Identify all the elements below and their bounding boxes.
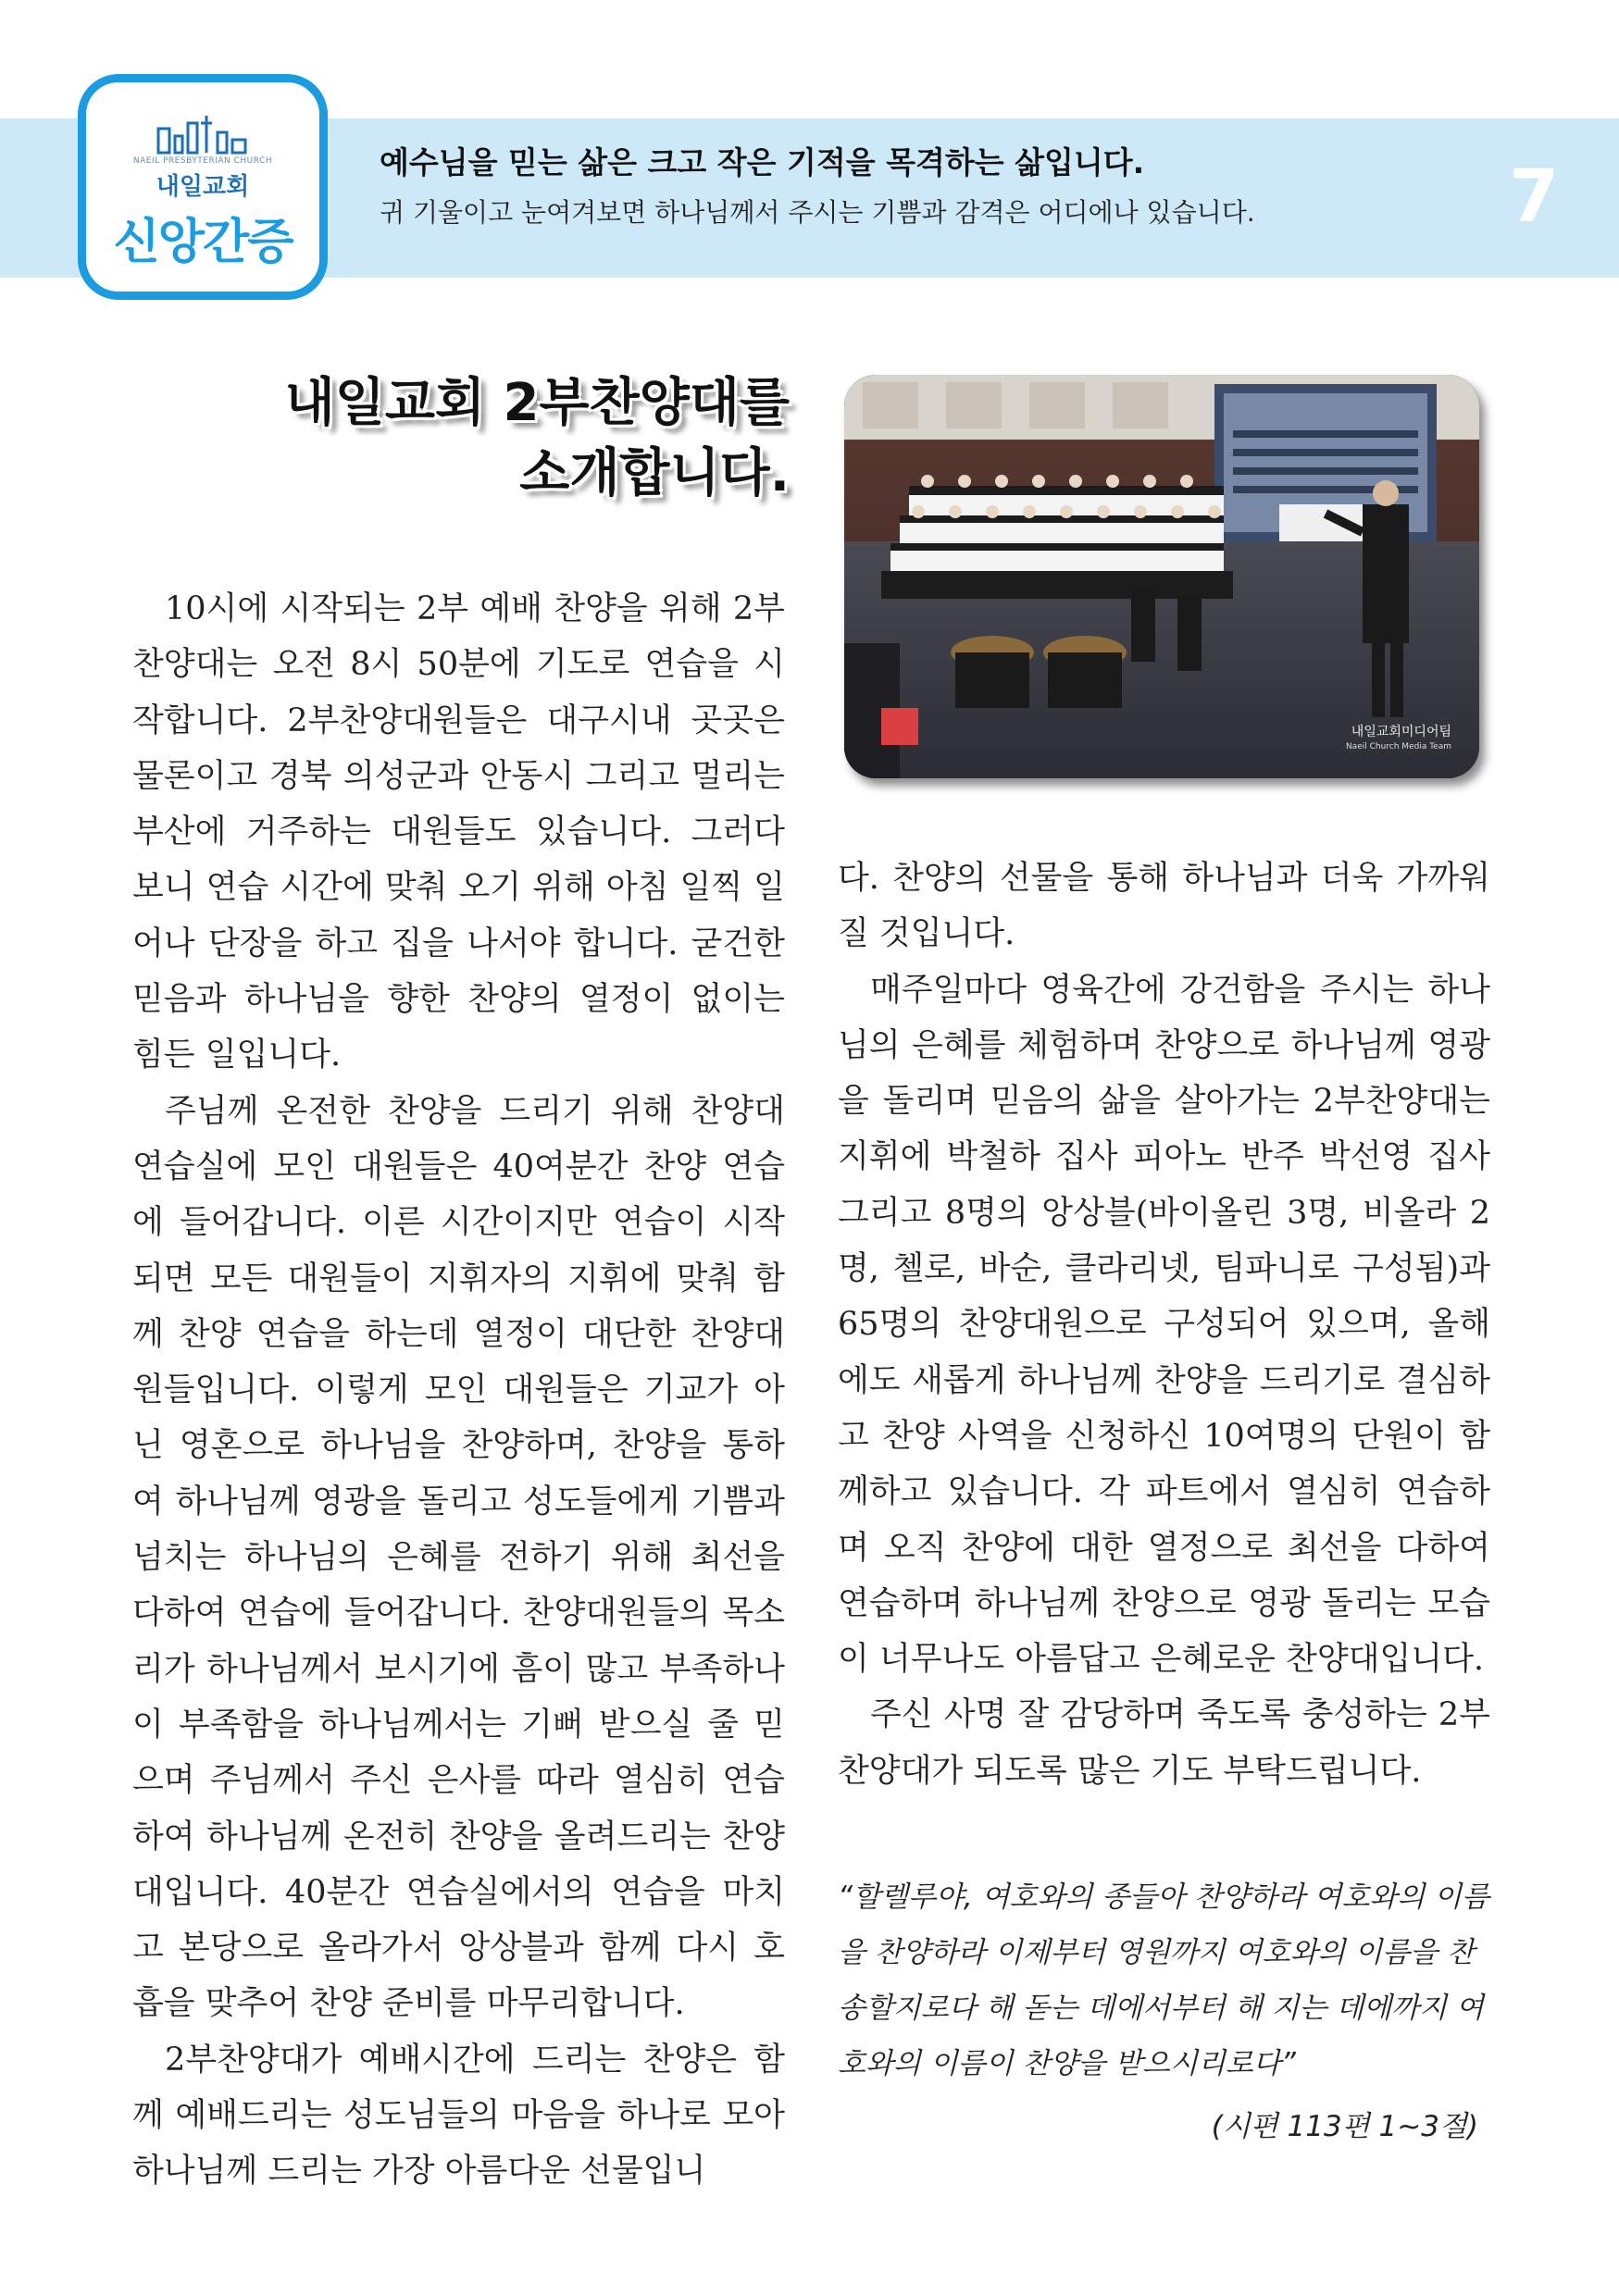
- paragraph-2: 주님께 온전한 찬양을 드리기 위해 찬양대 연습실에 모인 대원들은 40여분간 찬양 연습에 들어갑니다. 이른 시간이지만 연습이 시작되면 모든 대원들이 지휘자의 지휘에 맞춰 함께 찬양 연습을 하는데 열정이 대단한 찬양대원들입니다. 이렇게 모인 대원들은 기교가 아닌 영혼으로 하나님을 찬양하며, 찬양을 통하여 하나님께 영광을 돌리고 성도들에게 기쁨과 넘치는 하나님의 은혜를 전하기 위해 최선을 다하여 연습에 들어갑니다. 찬양대원들의 목소리가 하나님께서 보시기에 흠이 많고 부족하나 이 부족함을 하나님께서는 기뻐 받으실 줄 믿으며 주님께서 주신 은사를 따라 열심히 연습하여 하나님께 온전히 찬양을 올려드리는 찬양대입니다. 40분간 연습실에서의 연습을 마치고 본당으로 올라가서 앙상블과 함께 다시 호흡을 맞추어 찬양 준비를 마무리합니다.: [132, 1092, 785, 2023]
- choir-photo: [844, 375, 1479, 778]
- logo-section-title: 신앙간증: [113, 215, 293, 270]
- paragraph-3: 2부찬양대가 예배시간에 드리는 찬양은 함께 예배드리는 성도님들의 마음을 하나로 모아 하나님께 드리는 가장 아름다운 선물입니: [132, 2041, 785, 2191]
- choir-photo-illustration: [844, 375, 1479, 778]
- paragraph-4: 다. 찬양의 선물을 통해 하나님과 더욱 가까워질 것입니다.: [838, 860, 1490, 953]
- church-skyline-icon: [153, 114, 255, 156]
- paragraph-1: 10시에 시작되는 2부 예배 찬양을 위해 2부 찬양대는 오전 8시 50분에 기도로 연습을 시작합니다. 2부찬양대원들은 대구시내 곳곳은 물론이고 경북 의성군과 안동시 그리고 멀리는 부산에 거주하는 대원들도 있습니다. 그러다 보니 연습 시간에 맞춰 오기 위해 아침 일찍 일어나 단장을 하고 집을 나서야 합니다. 굳건한 믿음과 하나님을 향한 찬양의 열정이 없이는 힘든 일입니다.: [132, 590, 785, 1074]
- scripture-reference: (시편 113편 1~3절): [1211, 2110, 1478, 2143]
- paragraph-5: 매주일마다 영육간에 강건함을 주시는 하나님의 은혜를 체험하며 찬양으로 하나님께 영광을 돌리며 믿음의 삶을 살아가는 2부찬양대는 지휘에 박철하 집사 피아노 반주 박선영 집사 그리고 8명의 앙상블(바이올린 3명, 비올라 2명, 첼로, 바순, 클라리넷, 팀파니로 구성됨)과 65명의 찬양대원으로 구성되어 있으며, 올해에도 새롭게 하나님께 찬양을 드리기로 결심하고 찬양 사역을 신청하신 10여명의 단원이 함께하고 있습니다. 각 파트에서 열심히 연습하며 오직 찬양에 대한 열정으로 최선을 다하여 연습하며 하나님께 찬양으로 영광 돌리는 모습이 너무나도 아름답고 은혜로운 찬양대입니다.: [838, 971, 1490, 1679]
- article-title-line1: 내일교회 2부찬양대를: [284, 373, 790, 433]
- header-headline: 예수님을 믿는 삶은 크고 작은 기적을 목격하는 삶입니다.: [380, 144, 1145, 180]
- photo-caption-sub: Naeil Church Media Team: [1345, 742, 1451, 751]
- logo-subtitle: NAEIL PRESBYTERIAN CHURCH: [132, 156, 273, 166]
- logo-church-name: 내일교회: [156, 173, 250, 201]
- photo-caption-main: 내일교회미디어팀: [1351, 725, 1451, 739]
- article-column-left: [132, 581, 785, 2200]
- article-title-line2: 소개합니다.: [519, 443, 790, 503]
- header-subline: 귀 기울이고 눈여겨보면 하나님께서 주시는 기쁨과 감격은 어디에나 있습니다.: [380, 197, 1255, 228]
- article-title: [285, 368, 790, 509]
- article-column-right: [838, 850, 1490, 1799]
- page-number: 7: [1509, 155, 1560, 239]
- church-logo-badge: [78, 74, 328, 300]
- paragraph-6: 주신 사명 잘 감당하며 죽도록 충성하는 2부 찬양대가 되도록 많은 기도 부탁드립니다.: [838, 1696, 1490, 1790]
- scripture-quote: “할렐루야, 여호와의 종들아 찬양하라 여호와의 이름을 찬양하라 이제부터 영원까지 여호와의 이름을 찬송할지로다 해 돋는 데에서부터 해 지는 데에까지 여호와의 이름이 찬양을 받으시리로다”: [838, 1880, 1490, 2080]
- photo-caption: [1346, 725, 1451, 754]
